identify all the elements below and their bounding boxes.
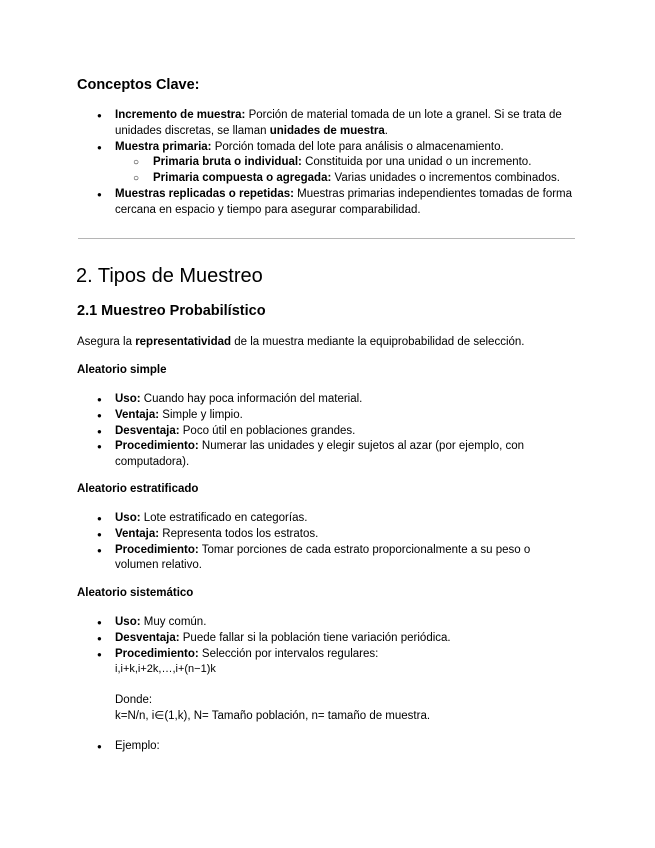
list-item: ● Desventaja: Puede fallar si la población tiene variación periódica. bbox=[77, 631, 567, 647]
list-item: ● Muestra primaria: Porción tomada del lote para análisis o almacenamiento. ○ Primaria bruta o individual: Constituida por una unidad o un incremento. ○ Primaria compuesta o agregada: Varias unidades o incrementos combinados. bbox=[77, 140, 577, 187]
estratificado-list bbox=[77, 511, 567, 574]
list-item: ● Uso: Cuando hay poca información del material. bbox=[77, 392, 567, 408]
list-item: ● Uso: Lote estratificado en categorías. bbox=[77, 511, 567, 527]
list-item: ● Uso: Muy común. bbox=[77, 615, 567, 631]
donde-label: Donde: bbox=[115, 694, 153, 707]
simple-list bbox=[77, 392, 567, 471]
intro-paragraph: Asegura la representatividad de la muestra mediante la equiprobabilidad de selección. bbox=[77, 336, 525, 348]
sub-list-item: ○ Primaria bruta o individual: Constituida por una unidad o un incremento. bbox=[115, 155, 577, 171]
conceptos-list bbox=[77, 108, 577, 219]
list-item: ● Procedimiento: Numerar las unidades y elegir sujetos al azar (por ejemplo, con computadora). bbox=[77, 439, 567, 471]
formula-sequence: i,i+k,i+2k,…,i+(n−1)k bbox=[115, 663, 216, 676]
sub-list bbox=[115, 155, 577, 187]
section-title: 2. Tipos de Muestreo bbox=[76, 265, 263, 287]
list-item: ● Procedimiento: Tomar porciones de cada estrato proporcionalmente a su peso o volumen relativo. bbox=[77, 543, 567, 575]
list-item: ● Desventaja: Poco útil en poblaciones grandes. bbox=[77, 424, 567, 440]
estratificado-title: Aleatorio estratificado bbox=[77, 483, 199, 495]
conceptos-title: Conceptos Clave: bbox=[77, 77, 200, 93]
list-item: ● Ventaja: Simple y limpio. bbox=[77, 408, 567, 424]
list-item: ● Ejemplo: bbox=[77, 739, 567, 755]
horizontal-rule bbox=[78, 238, 575, 239]
list-item: ● Muestras replicadas o repetidas: Muestras primarias independientes tomadas de forma cercana en espacio y tiempo para asegurar comparabilidad. bbox=[77, 187, 577, 219]
list-item: ● Procedimiento: Selección por intervalos regulares: i,i+k,i+2k,…,i+(n−1)k Donde: k=N/n, i∈(1,k), N= Tamaño población, n= tamaño de muestra. bbox=[77, 647, 567, 739]
list-item: ● Incremento de muestra: Porción de material tomada de un lote a granel. Si se trata de unidades discretas, se llaman unidades de muestra. bbox=[77, 108, 577, 140]
sistematico-title: Aleatorio sistemático bbox=[77, 587, 194, 599]
sub-list-item: ○ Primaria compuesta o agregada: Varias unidades o incrementos combinados. bbox=[115, 171, 577, 187]
list-item: ● Ventaja: Representa todos los estratos. bbox=[77, 527, 567, 543]
simple-title: Aleatorio simple bbox=[77, 364, 167, 376]
formula-definitions: k=N/n, i∈(1,k), N= Tamaño población, n= tamaño de muestra. bbox=[115, 709, 431, 722]
subsection-title: 2.1 Muestreo Probabilístico bbox=[77, 303, 266, 319]
sistematico-list bbox=[77, 615, 567, 755]
